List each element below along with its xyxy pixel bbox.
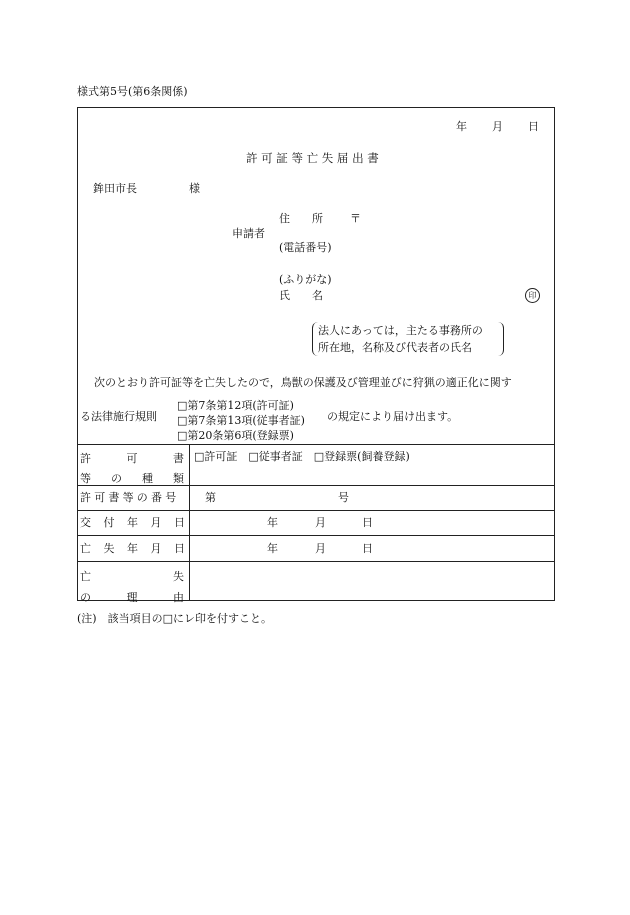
lost-year: 年 <box>267 542 278 555</box>
lost-month: 月 <box>315 542 326 555</box>
lost-date-label: 亡失年月日 <box>80 542 198 555</box>
statement-option-1[interactable]: □第7条第12項(許可証) <box>177 399 294 412</box>
name-label: 氏 名 <box>279 289 323 302</box>
date-year: 年 <box>456 120 467 133</box>
document-title: 許 可 証 等 亡 失 届 出 書 <box>246 151 379 165</box>
postal-mark: 〒 <box>350 212 361 225</box>
statement-suffix: の規定により届け出ます。 <box>327 410 459 423</box>
lost-day: 日 <box>362 542 373 555</box>
table-rule-3 <box>77 510 555 511</box>
table-rule-5 <box>77 561 555 562</box>
table-rule-4 <box>77 535 555 536</box>
issue-year: 年 <box>267 516 278 529</box>
issue-date-label: 交付年月日 <box>80 516 198 529</box>
statement-line2-prefix: る法律施行規則 <box>80 410 157 423</box>
kind-options[interactable]: □許可証 □従事者証 □登録票(飼養登録) <box>194 450 410 463</box>
statement-line1: 次のとおり許可証等を亡失したので，鳥獣の保護及び管理並びに狩猟の適正化に関す <box>94 376 512 389</box>
table-top-rule <box>77 444 555 445</box>
seal-mark-icon: 印 <box>525 288 540 303</box>
reason-label: 亡 失 の 理 由 <box>80 570 184 604</box>
issue-day: 日 <box>362 516 373 529</box>
addressee-honorific: 様 <box>189 182 200 195</box>
corporate-note-line2: 所在地，名称及び代表者の氏名 <box>318 341 472 354</box>
form-number: 様式第5号(第6条関係) <box>77 85 188 98</box>
phone-label: (電話番号) <box>279 241 332 254</box>
number-prefix: 第 <box>205 491 216 504</box>
corporate-note-line1: 法人にあっては，主たる事務所の <box>318 324 483 337</box>
issue-month: 月 <box>315 516 326 529</box>
statement-option-2[interactable]: □第7条第13項(従事者証) <box>177 414 305 427</box>
address-label: 住 所 <box>279 212 323 225</box>
addressee-name: 鉾田市長 <box>93 182 137 195</box>
date-month: 月 <box>492 120 503 133</box>
number-label: 許可書等の番号 <box>80 491 180 504</box>
statement-option-3[interactable]: □第20条第6項(登録票) <box>177 429 294 442</box>
furigana-label: (ふりがな) <box>279 273 332 286</box>
kind-label: 許 可 書 等 の 種 類 <box>80 452 184 485</box>
date-day: 日 <box>528 120 539 133</box>
number-suffix: 号 <box>338 491 349 504</box>
footnote: (注) 該当項目の□にレ印を付すこと。 <box>77 612 272 625</box>
applicant-label: 申請者 <box>232 227 265 240</box>
